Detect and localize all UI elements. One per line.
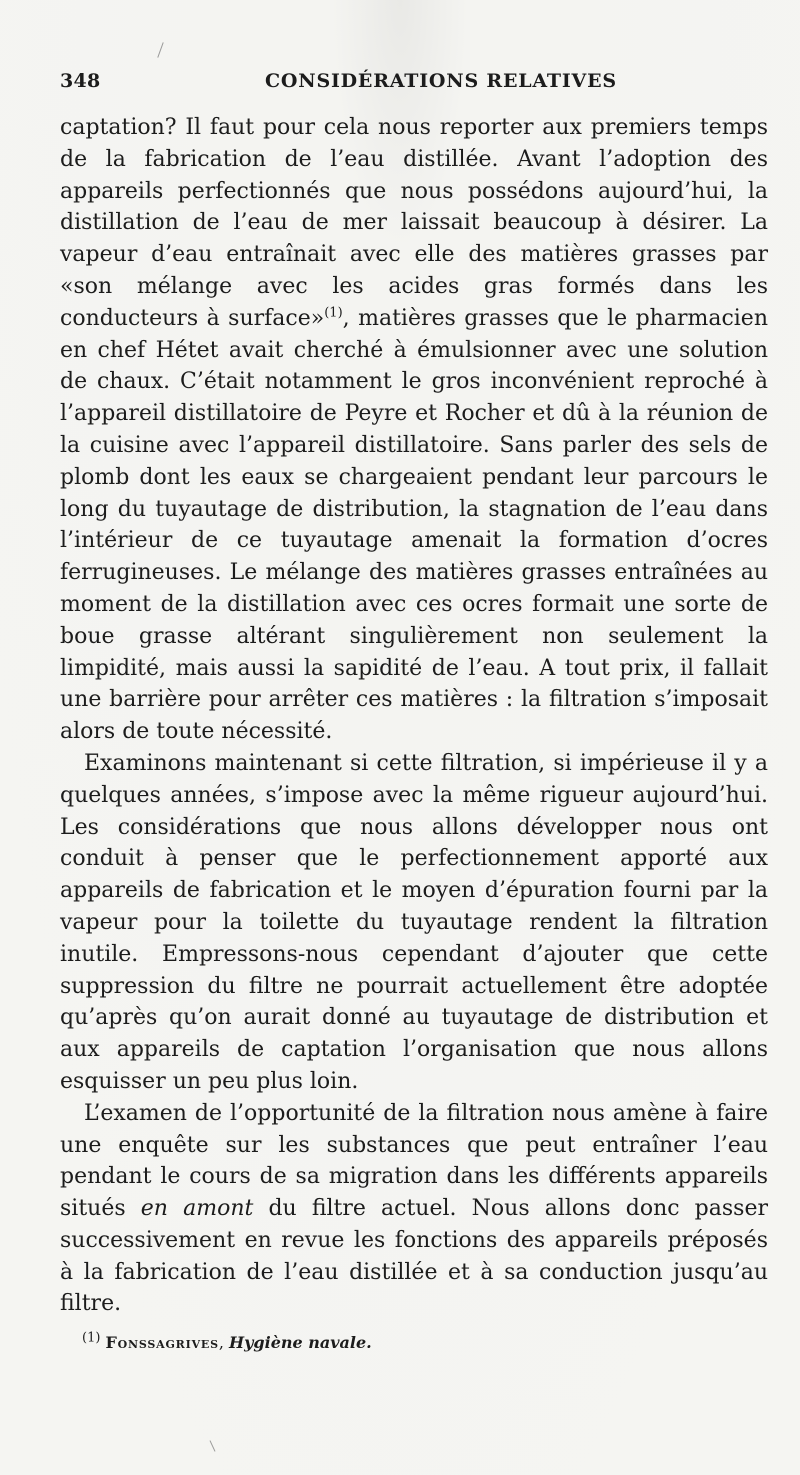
page-number: 348 [60, 70, 101, 92]
running-title: CONSIDÉRATIONS RELATIVES [265, 70, 617, 92]
body-text [60, 112, 768, 1320]
footnote: $^{(1)}$ Fonssagrives, Hygiène navale. [82, 1330, 372, 1352]
paragraph-text: captation? Il faut pour cela nous reporter aux premiers temps de la fabrication de l’eau distillée. Avant l’adoption des appareils perfectionnés que nous possédons aujourd’hui, la distillation de l’eau de mer laissait beaucoup à désirer. La vapeur d’eau entraînait avec elle des matières grasses par «son mélange avec les acides gras formés dans les conducteurs à surface» [60, 115, 768, 331]
paragraph-text: L’examen de l’opportunité de la filtration nous amène à faire une enquête sur les substances que peut entraîner l’eau pendant le cours de sa migration dans les différents appareils situés [60, 1100, 768, 1222]
footnote-author: Fonssagrives [105, 1333, 219, 1352]
paragraph [60, 112, 768, 748]
paragraph-text: , matières grasses que le pharmacien en chef Hétet avait cherché à émulsionner avec une solution de chaux. C’était notamment le gros inconvénient reproché à l’appareil distillatoire de Peyre et Rocher et dû à la réunion de la cuisine avec l’appareil distillatoire. Sans parler des sels de plomb dont les eaux se chargeaient pendant leur parcours le long du tuyautage de distribution, la stagnation de l’eau dans l’intérieur de ce tuyautage amenait la formation d’ocres ferrugineuses. Le mélange des matières grasses entraînées au moment de la distillation avec ces ocres formait une sorte de boue grasse altérant singulièrement non seulement la limpidité, mais aussi la sapidité de l’eau. A tout prix, il fallait une barrière pour arrêter ces matières : la filtration s’imposait alors de toute nécessité. [60, 305, 768, 745]
italic-text: en amont [140, 1196, 254, 1222]
footnote-title: Hygiène navale. [229, 1333, 372, 1352]
paragraph-text: du filtre actuel. Nous allons donc passer successivement en revue les fonctions des appareils préposés à la fabrication de l’eau distillée et à sa conduction jusqu’au filtre. [60, 1196, 768, 1317]
pen-mark [157, 42, 163, 57]
footnote-reference: (1) [324, 305, 343, 321]
footnote-marker: (1) [82, 1330, 101, 1346]
paragraph [60, 1098, 768, 1321]
paragraph-text: Examinons maintenant si cette filtration, si impérieuse il y a quelques années, s’impose avec la même rigueur aujourd’hui. Les considérations que nous allons développer nous ont conduit à penser que le perfectionnement apporté aux appareils de fabrication et le moyen d’épuration fourni par la vapeur pour la toilette du tuyautage rendent la filtration inutile. Empressons-nous cependant d’ajouter que cette suppression du filtre ne pourrait actuellement être adoptée qu’après qu’on aurait donné au tuyautage de distribution et aux appareils de captation l’organisation que nous allons esquisser un peu plus loin. [60, 750, 768, 1094]
paragraph [60, 748, 768, 1098]
page-header [60, 70, 760, 100]
pen-mark [210, 1440, 216, 1451]
